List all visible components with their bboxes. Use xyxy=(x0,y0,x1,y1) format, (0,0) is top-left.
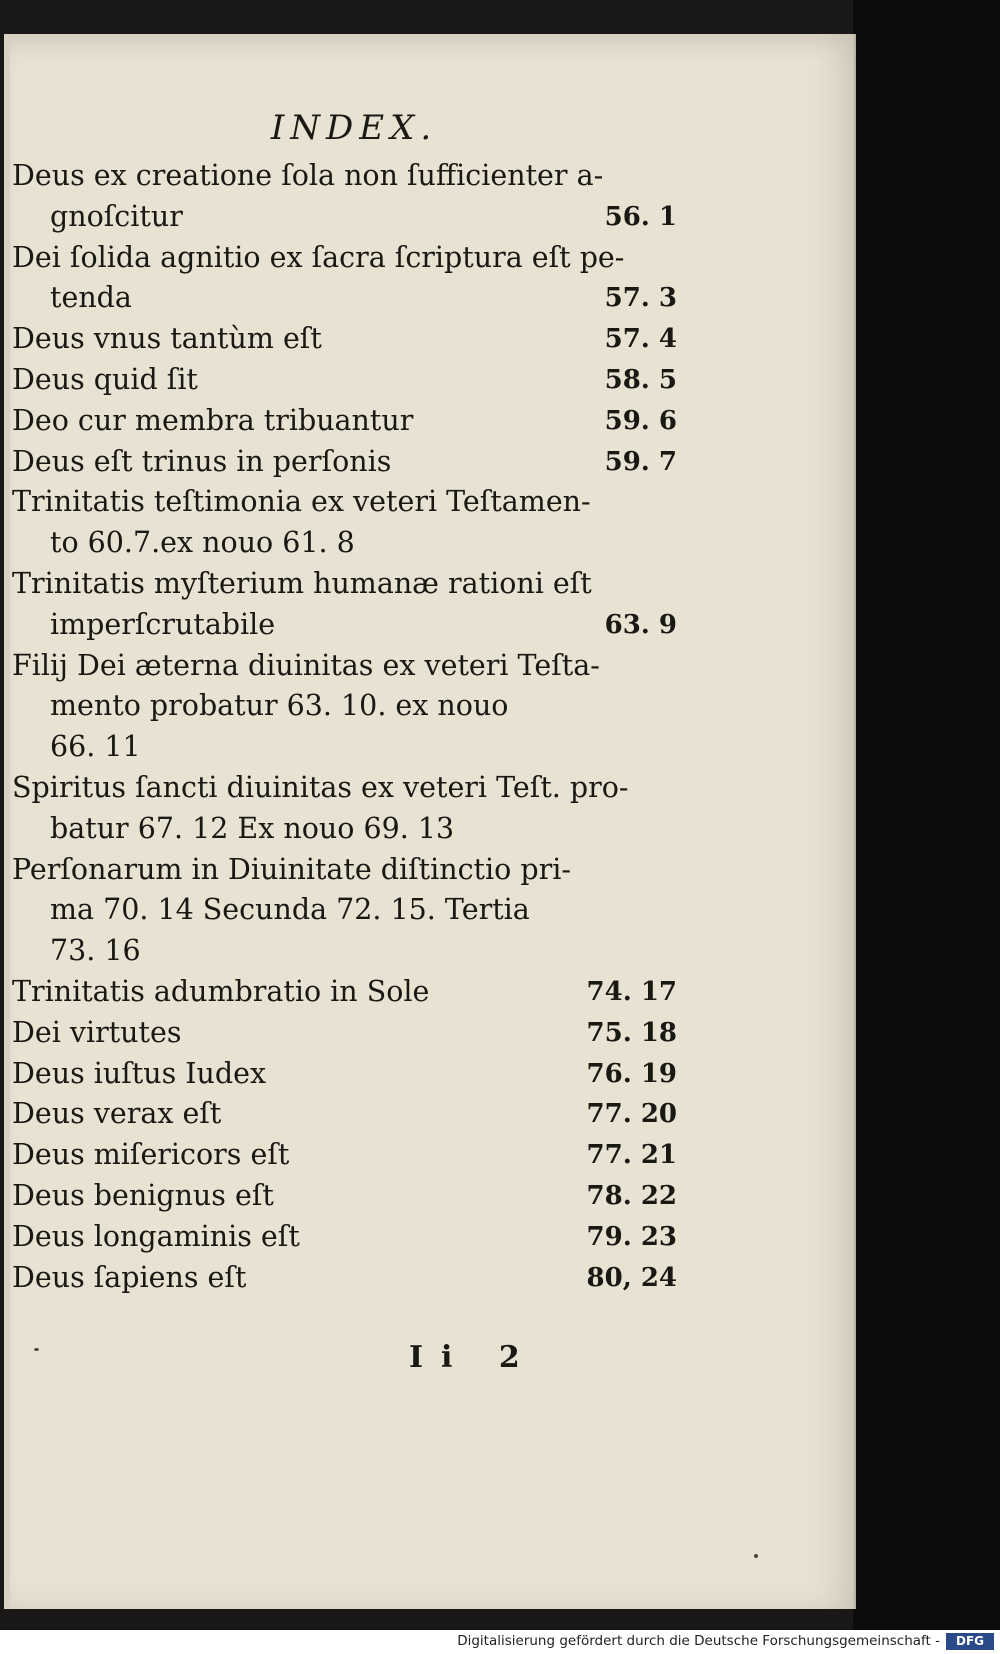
index-line-text: Spiritus ſancti diuinitas ex veteri Teſt. pro- xyxy=(12,770,629,804)
page-reference: 59. 7 xyxy=(604,446,677,477)
index-line xyxy=(12,1013,677,1054)
index-line xyxy=(12,727,677,768)
footer-bar xyxy=(0,1630,1000,1654)
index-line-text: tenda xyxy=(50,281,132,315)
index-line xyxy=(12,238,677,279)
index-line-text: Deus eſt trinus in perſonis xyxy=(12,444,392,478)
index-line-text: Dei ſolida agnitio ex ſacra ſcriptura eſt pe- xyxy=(12,240,625,274)
index-line-text: Trinitatis adumbratio in Sole xyxy=(12,974,430,1008)
page-reference: 58. 5 xyxy=(604,364,677,395)
page-reference: 57. 4 xyxy=(604,324,677,355)
page-reference: 77. 20 xyxy=(586,1099,677,1130)
page-reference: 78. 22 xyxy=(586,1180,677,1211)
index-line-text: Deus iuſtus Iudex xyxy=(12,1056,267,1090)
index-line xyxy=(12,319,677,360)
index-line xyxy=(12,442,677,483)
index-line xyxy=(12,931,677,972)
index-line-text: Deus longaminis eſt xyxy=(12,1219,300,1253)
index-line xyxy=(12,564,677,605)
index-line xyxy=(12,197,677,238)
index-line xyxy=(12,1094,677,1135)
page-reference: 79. 23 xyxy=(586,1221,677,1252)
index-line xyxy=(12,360,677,401)
index-line-text: ma 70. 14 Secunda 72. 15. Tertia xyxy=(50,893,530,927)
index-line-text: 73. 16 xyxy=(50,934,141,968)
index-line-text: Dei virtutes xyxy=(12,1015,182,1049)
index-line xyxy=(12,1217,677,1258)
index-line-text: mento probatur 63. 10. ex nouo xyxy=(50,689,509,723)
index-line-text: Perſonarum in Diuinitate diſtinctio pri- xyxy=(12,852,571,886)
page-reference: 59. 6 xyxy=(604,405,677,436)
index-line xyxy=(12,1054,677,1095)
index-line xyxy=(12,809,677,850)
dark-margin xyxy=(853,0,1000,1654)
page-header: INDEX. xyxy=(270,108,438,148)
index-line xyxy=(12,482,677,523)
index-line-text: Deus miſericors eſt xyxy=(12,1138,290,1172)
index-line-text: Filij Dei æterna diuinitas ex veteri Teſta- xyxy=(12,648,600,682)
index-line xyxy=(12,401,677,442)
index-line xyxy=(12,686,677,727)
index-line xyxy=(12,1176,677,1217)
index-line xyxy=(12,890,677,931)
page-reference: 77. 21 xyxy=(586,1140,677,1171)
index-line-text: Trinitatis teſtimonia ex veteri Teſtamen- xyxy=(12,485,591,519)
index-line xyxy=(12,156,677,197)
page-reference: 75. 18 xyxy=(586,1017,677,1048)
index-line-text: Deus ſapiens eſt xyxy=(12,1260,247,1294)
page-reference: 57. 3 xyxy=(604,283,677,314)
page-reference: 74. 17 xyxy=(586,976,677,1007)
ink-speck xyxy=(34,1348,39,1351)
ink-speck xyxy=(754,1554,758,1558)
index-line xyxy=(12,850,677,891)
index-entries xyxy=(12,156,677,1298)
index-line xyxy=(12,972,677,1013)
index-line xyxy=(12,646,677,687)
page-reference: 63. 9 xyxy=(604,609,677,640)
page-reference: 56. 1 xyxy=(604,201,677,232)
page-reference: 80, 24 xyxy=(586,1262,677,1293)
index-line-text: Deus ex creatione ſola non ſufficienter a- xyxy=(12,159,604,192)
index-line-text: batur 67. 12 Ex nouo 69. 13 xyxy=(50,811,455,845)
index-line-text: Deus verax eſt xyxy=(12,1097,222,1131)
index-line-text: imperſcrutabile xyxy=(50,607,276,641)
index-line-text: Deus benignus eſt xyxy=(12,1178,274,1212)
index-line-text: Deus vnus tantùm eſt xyxy=(12,322,322,356)
index-line xyxy=(12,523,677,564)
index-line-text: 66. 11 xyxy=(50,730,141,764)
index-line-text: Deo cur membra tribuantur xyxy=(12,403,414,437)
page-edge xyxy=(4,34,10,1609)
index-line xyxy=(12,768,677,809)
dfg-logo: DFG xyxy=(946,1633,994,1650)
index-line-text: Trinitatis myſterium humanæ rationi eſt xyxy=(12,566,592,600)
footer-credit: Digitalisierung gefördert durch die Deutsche Forschungsgemeinschaft - xyxy=(457,1633,940,1649)
index-line xyxy=(12,278,677,319)
book-page xyxy=(4,34,856,1609)
index-line-text: Deus quid ſit xyxy=(12,362,198,396)
page-reference: 76. 19 xyxy=(586,1058,677,1089)
index-line xyxy=(12,1258,677,1299)
index-line xyxy=(12,1135,677,1176)
signature-mark: Ii 2 xyxy=(409,1340,538,1375)
index-line-text: gnoſcitur xyxy=(50,199,183,233)
index-line-text: to 60.7.ex nouo 61. 8 xyxy=(50,526,355,560)
index-line xyxy=(12,605,677,646)
